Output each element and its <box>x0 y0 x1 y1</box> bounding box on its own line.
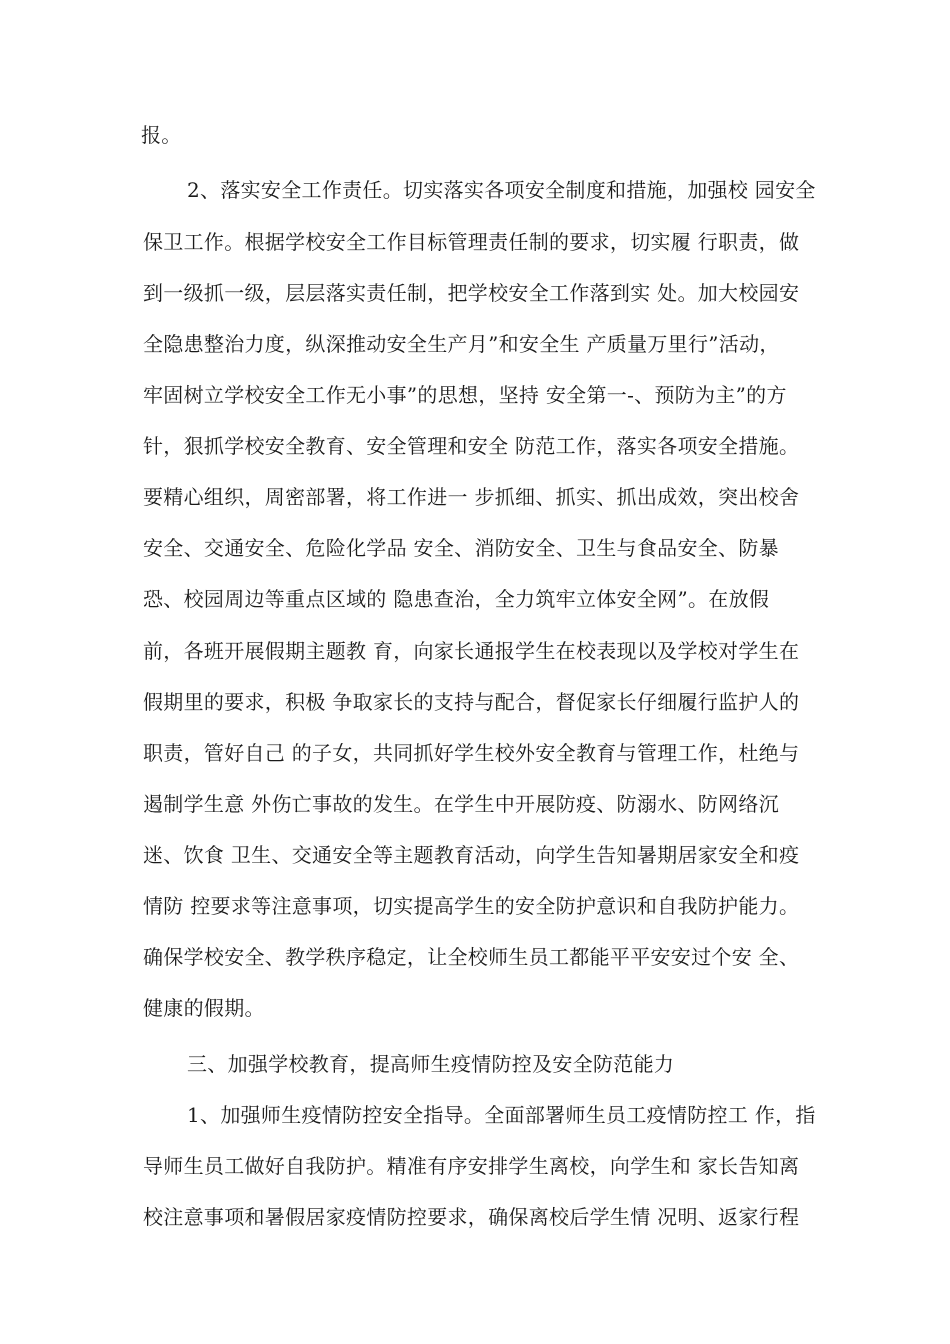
text-line: 到一级抓一级，层层落实责任制，把学校安全工作落到实 处。加大校园安 <box>143 281 800 305</box>
paragraph-start: 2、落实安全工作责任。切实落实各项安全制度和措施，加强校 园安全 <box>187 178 816 202</box>
text-line: 遏制学生意 外伤亡事故的发生。在学生中开展防疫、防溺水、防网络沉 <box>143 792 779 816</box>
text-line: 恐、校园周边等重点区域的 隐患查治，全力筑牢立体安全网”。在放假 <box>143 587 770 611</box>
text-line: 保卫工作。根据学校安全工作目标管理责任制的要求，切实履 行职责，做 <box>143 230 800 254</box>
text-line: 报。 <box>141 123 182 147</box>
text-line: 职责，管好自己 的子女，共同抓好学生校外安全教育与管理工作，杜绝与 <box>143 741 800 765</box>
text-line: 校注意事项和暑假居家疫情防控要求，确保离校后学生情 况明、返家行程 <box>143 1205 800 1229</box>
text-line: 情防 控要求等注意事项，切实提高学生的安全防护意识和自我防护能力。 <box>143 894 800 918</box>
section-heading: 三、加强学校教育，提高师生疫情防控及安全防范能力 <box>187 1052 675 1076</box>
text-line: 迷、饮食 卫生、交通安全等主题教育活动，向学生告知暑期居家安全和疫 <box>143 843 800 867</box>
text-line: 确保学校安全、教学秩序稳定，让全校师生员工都能平平安安过个安 全、 <box>143 945 800 969</box>
text-line: 健康的假期。 <box>143 996 265 1020</box>
text-line: 安全、交通安全、危险化学品 安全、消防安全、卫生与食品安全、防暴 <box>143 536 779 560</box>
text-line: 假期里的要求，积极 争取家长的支持与配合，督促家长仔细履行监护人的 <box>143 690 800 714</box>
paragraph-start: 1、加强师生疫情防控安全指导。全面部署师生员工疫情防控工 作，指 <box>187 1103 816 1127</box>
text-line: 针，狠抓学校安全教育、安全管理和安全 防范工作，落实各项安全措施。 <box>143 434 800 458</box>
text-line: 前，各班开展假期主题教 育，向家长通报学生在校表现以及学校对学生在 <box>143 639 800 663</box>
text-line: 要精心组织，周密部署，将工作进一 步抓细、抓实、抓出成效，突出校舍 <box>143 485 800 509</box>
text-line: 全隐患整治力度，纵深推动安全生产月”和安全生 产质量万里行”活动， <box>143 332 780 356</box>
text-line: 牢固树立学校安全工作无小事”的思想，坚持 安全第一-、预防为主”的方 <box>143 383 787 407</box>
text-line: 导师生员工做好自我防护。精准有序安排学生离校，向学生和 家长告知离 <box>143 1154 800 1178</box>
